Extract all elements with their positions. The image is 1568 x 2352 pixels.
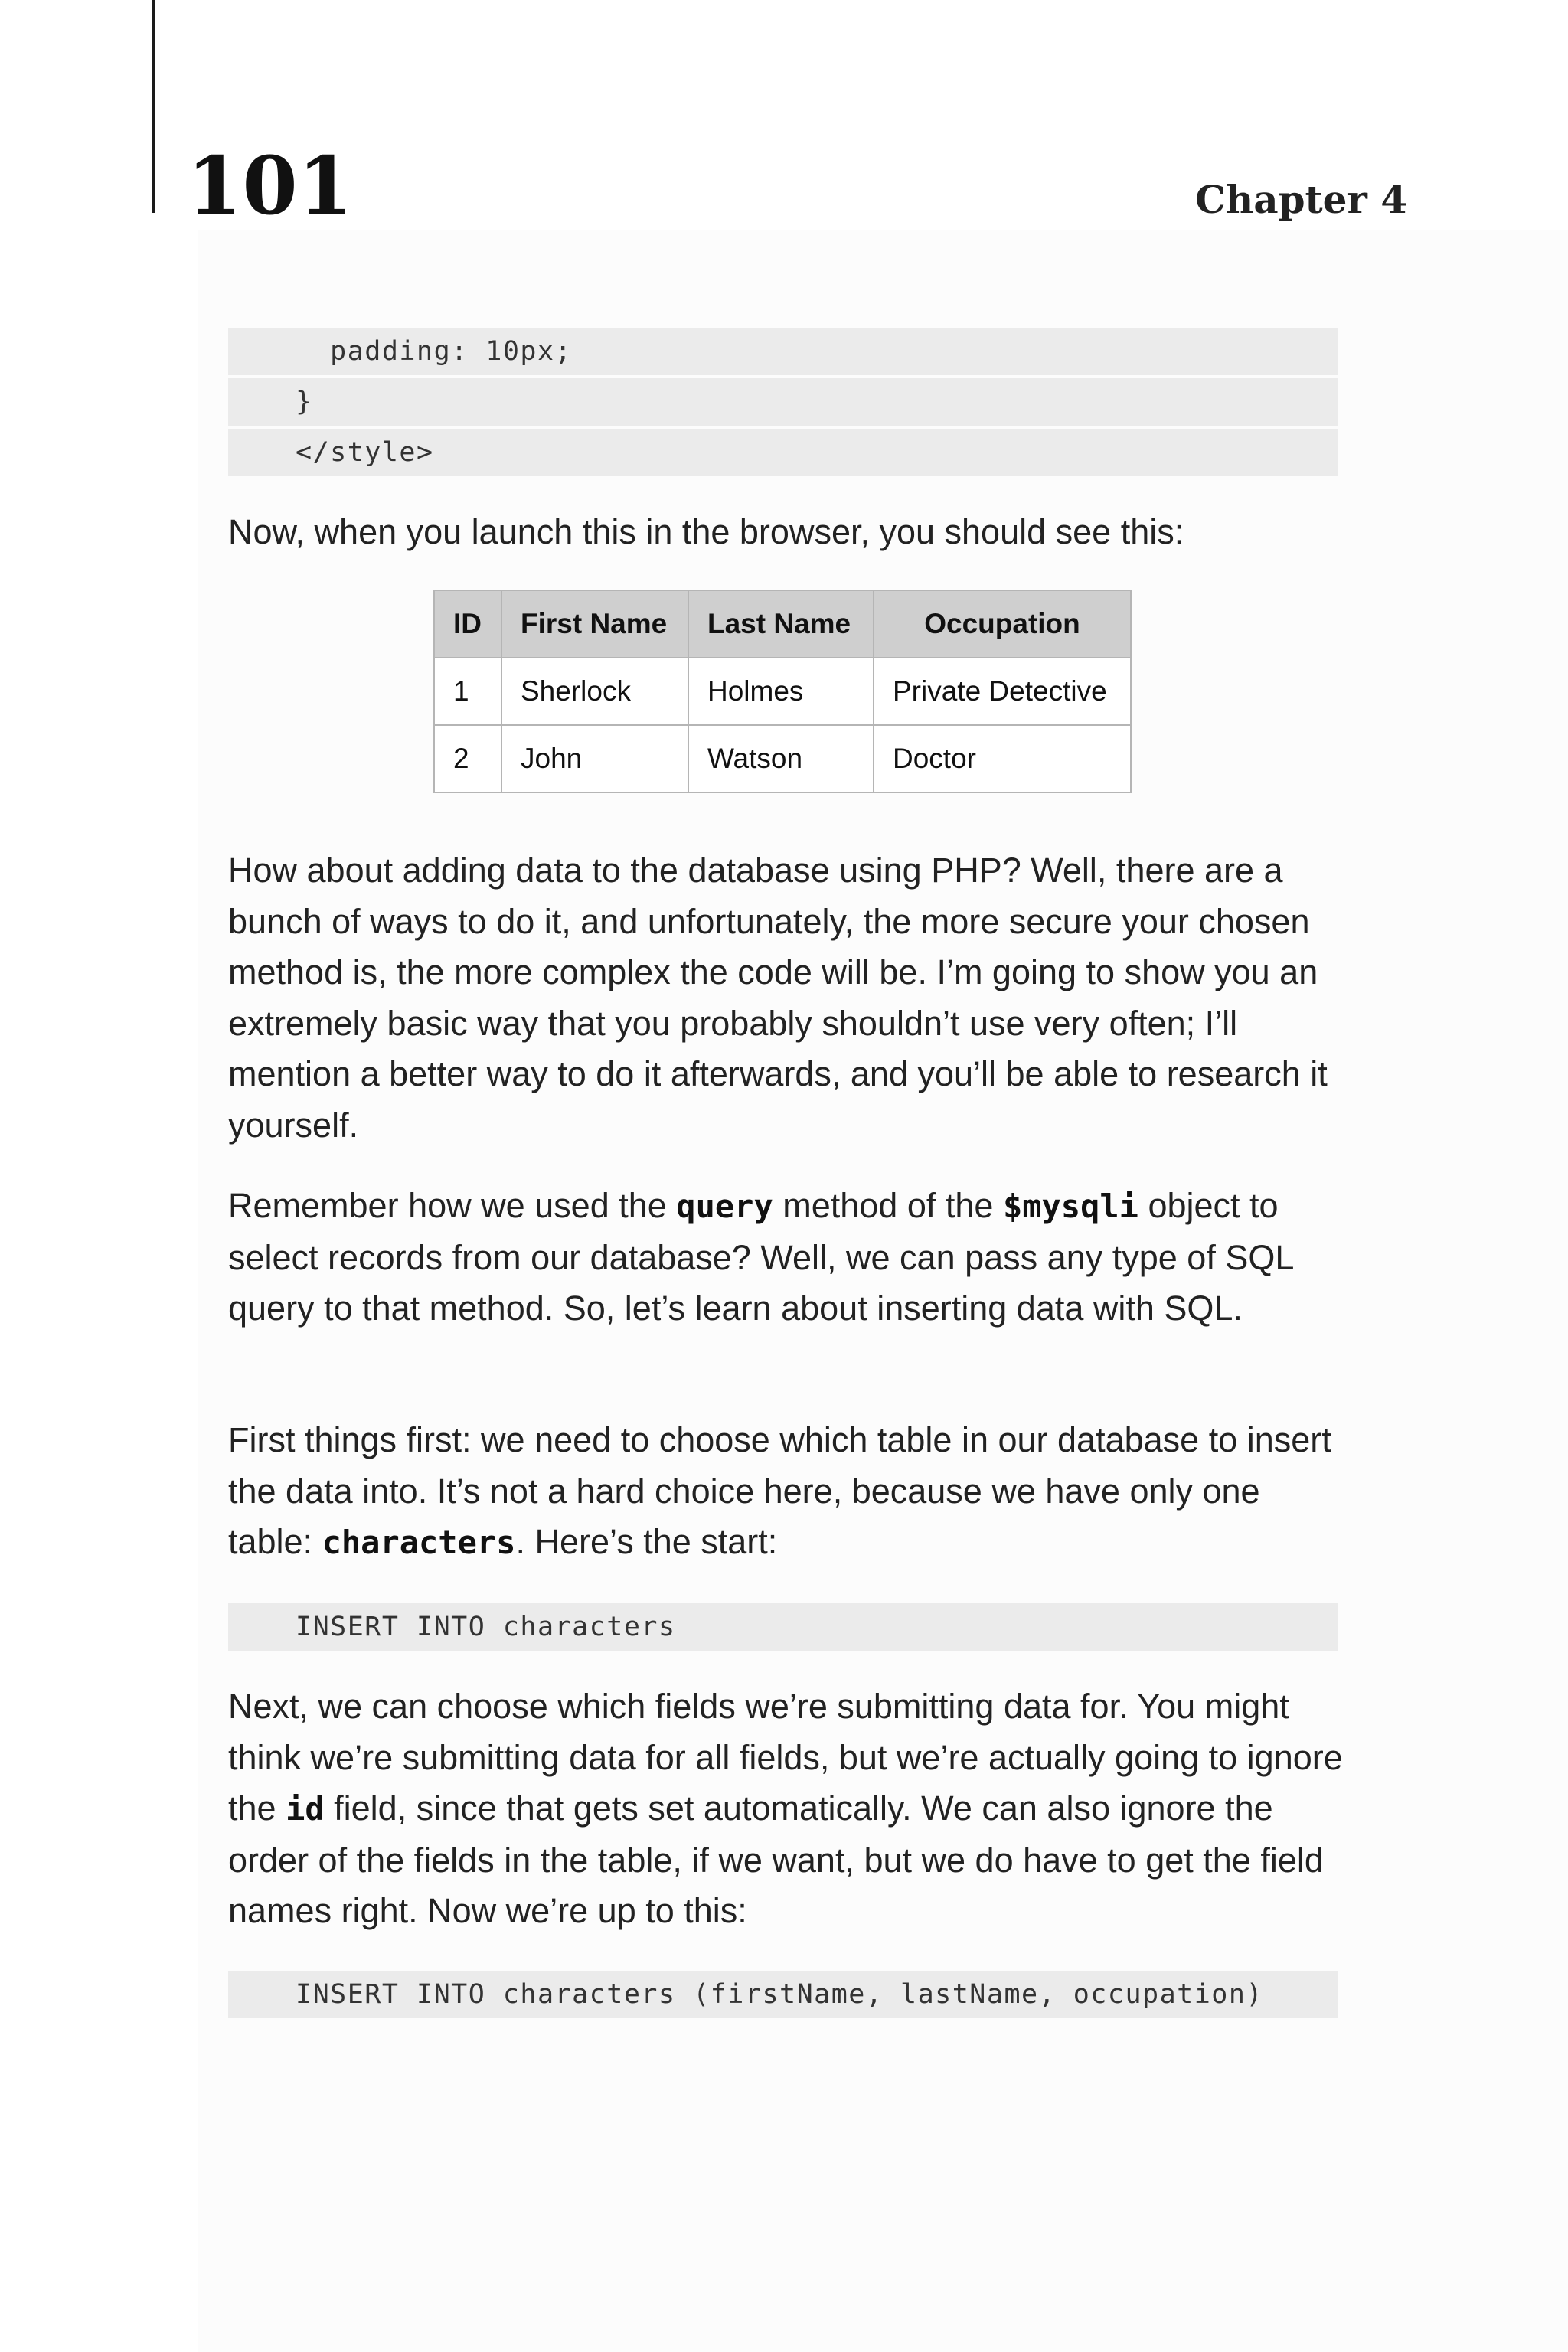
paragraph-query-method xyxy=(228,1181,1346,1334)
chapter-label: Chapter 4 xyxy=(1195,177,1407,222)
inline-code-id: id xyxy=(286,1790,325,1828)
table-cell-occupation: Private Detective xyxy=(874,658,1131,725)
characters-table xyxy=(433,590,1132,793)
column-header-occupation: Occupation xyxy=(874,590,1131,658)
table-row xyxy=(434,725,1131,792)
paragraph-adding-data: How about adding data to the database using PHP? Well, there are a bunch of ways to do it, and unfortunately, the more secure your chosen method is, the more complex the code will be. I’m going to show you an extremely basic way that you probably shouldn’t use very often; I’ll mention a better way to do it afterwards, and you’ll be able to research it yourself. xyxy=(228,851,1328,1145)
table-row xyxy=(434,658,1131,725)
table-cell-first-name: Sherlock xyxy=(501,658,688,725)
table-cell-id: 2 xyxy=(434,725,501,792)
text-run: First things first: we need to choose which table in our database to insert the data into. It’s not a hard choice here, because we have only one table: xyxy=(228,1420,1331,1561)
inline-code-mysqli: $mysqli xyxy=(1002,1187,1138,1225)
table-cell-id: 1 xyxy=(434,658,501,725)
text-run: Next, we can choose which fields we’re submitting data for. You might think we’re submitting data for all fields, but we’re actually going to ignore the xyxy=(228,1687,1343,1828)
code-line: INSERT INTO characters (firstName, lastName, occupation) xyxy=(228,1971,1338,2018)
table-header-row xyxy=(434,590,1131,658)
code-line: } xyxy=(228,378,1338,426)
page-number: 101 xyxy=(187,139,354,233)
table-cell-last-name: Watson xyxy=(688,725,874,792)
intro-paragraph: Now, when you launch this in the browser, you should see this: xyxy=(228,512,1184,551)
text-run: field, since that gets set automatically. We can also ignore the order of the fields in the table, if we want, but we do have to get the field names right. Now we’re up to this: xyxy=(228,1788,1324,1930)
inline-code-query: query xyxy=(676,1187,773,1225)
margin-rule xyxy=(152,0,155,213)
paragraph-choose-fields xyxy=(228,1681,1346,1937)
code-line: </style> xyxy=(228,429,1338,476)
text-run: method of the xyxy=(773,1186,1003,1225)
text-run: Remember how we used the xyxy=(228,1186,677,1225)
code-line: padding: 10px; xyxy=(228,328,1338,375)
code-line: INSERT INTO characters xyxy=(228,1603,1338,1651)
column-header-last-name: Last Name xyxy=(688,590,874,658)
table-cell-last-name: Holmes xyxy=(688,658,874,725)
column-header-first-name: First Name xyxy=(501,590,688,658)
text-run: . Here’s the start: xyxy=(515,1522,778,1561)
column-header-id: ID xyxy=(434,590,501,658)
table-cell-first-name: John xyxy=(501,725,688,792)
table-cell-occupation: Doctor xyxy=(874,725,1131,792)
inline-code-characters: characters xyxy=(322,1524,516,1561)
paragraph-choose-table xyxy=(228,1415,1346,1569)
text-run: object to select records from our database? Well, we can pass any type of SQL query to that method. So, let’s learn about inserting data with SQL. xyxy=(228,1186,1293,1328)
